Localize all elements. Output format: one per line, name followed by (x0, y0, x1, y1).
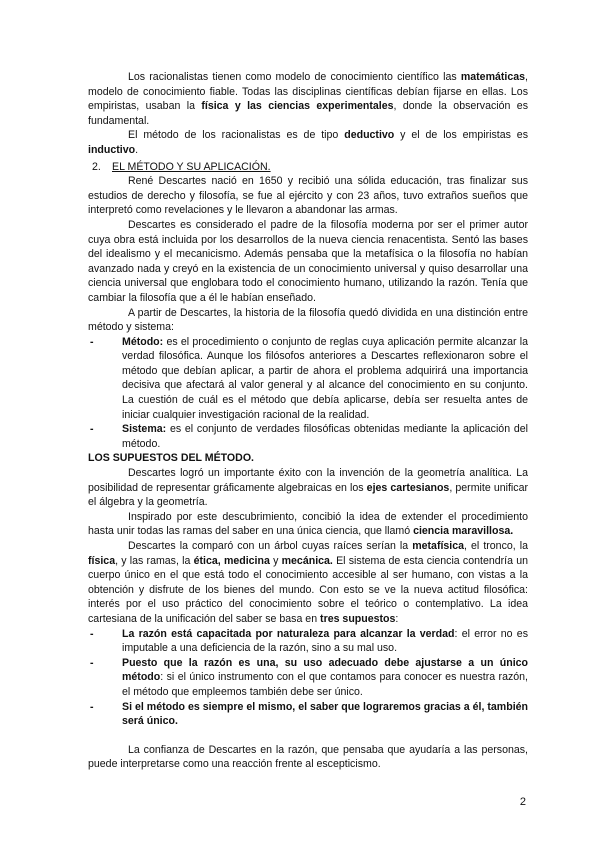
list-supuestos (88, 627, 528, 729)
section-heading-2 (88, 160, 528, 175)
list-item-sistema: - Sistema: es el conjunto de verdades filosóficas obtenidas mediante la aplicación del método. (90, 423, 528, 450)
term-ejes-cartesianos: ejes cartesianos (366, 481, 450, 494)
spacer (88, 729, 528, 743)
section-title-supuestos: LOS SUPUESTOS DEL MÉTODO. (88, 452, 254, 465)
heading-number: 2. (92, 160, 101, 173)
term-matematicas: matemáticas (460, 71, 526, 83)
dash-bullet: - (90, 700, 94, 713)
paragraph-metodo-sistema: A partir de Descartes, la historia de la filosofía quedó dividida en una distinción entre método y sistema: (88, 306, 528, 334)
paragraph-arbol: Descartes la comparó con un árbol cuyas raíces serían la metafísica, el tronco, la física, y las ramas, la ética, medicina y mecánica. El sistema de esta ciencia contendría un cuerpo único en el que está todo el conocimiento accesible al ser humano, con vistas a la obtención y disfrute de los bienes del mundo. Con esto se ve la nueva actitud filosófica: interés por el uso práctico del conocimiento sobre el teórico o contemplativo. La idea cartesiana de la unificación del saber se basa en tres supuestos: (88, 540, 528, 625)
term-ciencia-maravillosa: ciencia maravillosa. (413, 525, 514, 538)
paragraph-metodo-tipos: El método de los racionalistas es de tipo deductivo y el de los empiristas es inductivo. (88, 129, 528, 156)
dash-bullet: - (90, 656, 94, 669)
paragraph-escepticismo: La confianza de Descartes en la razón, que pensaba que ayudaría a las personas, puede interpretarse como una reacción frente al escepticismo. (88, 743, 528, 771)
list-metodo-sistema (88, 335, 528, 452)
term-deductivo: deductivo (344, 129, 395, 142)
paragraph-racionalistas: Los racionalistas tienen como modelo de conocimiento científico las matemáticas, modelo de conocimiento fiable. Todas las disciplinas científicas debían fijarse en ellas. Los empiristas, usaban la física y las ciencias experimentales, donde la observación es fundamental. (88, 71, 528, 127)
document-page (88, 70, 528, 772)
term-fisica-ciencias: física y las ciencias experimentales (201, 100, 394, 113)
page-number: 2 (519, 796, 526, 808)
paragraph-biografia: René Descartes nació en 1650 y recibió una sólida educación, tras finalizar sus estudios de derecho y filosofía, se fue al ejército y con 23 años, tuvo extraños sueños que interpretó como revelaciones y le llevaron a abandonar las armas. (88, 175, 528, 217)
list-item-supuesto-2: - Puesto que la razón es una, su uso adecuado debe ajustarse a un único método: si el único instrumento con el que contamos para conocer es nuestra razón, el método que empleemos también debe ser único. (90, 656, 528, 698)
term-inductivo: inductivo (88, 143, 136, 156)
list-item-supuesto-3: - Si el método es siempre el mismo, el saber que lograremos gracias a él, también será único. (90, 700, 528, 728)
dash-bullet: - (90, 627, 94, 640)
paragraph-geometria: Descartes logró un importante éxito con la invención de la geometría analítica. La posibilidad de representar gráficamente algebraicas en los ejes cartesianos, permite unificar el álgebra y la geometría. (88, 467, 528, 509)
paragraph-ciencia-maravillosa: Inspirado por este descubrimiento, concibió la idea de extender el procedimiento hasta unir todas las ramas del saber en una única ciencia, que llamó ciencia maravillosa. (88, 510, 528, 538)
dash-bullet: - (90, 335, 94, 348)
paragraph-padre-filosofia: Descartes es considerado el padre de la filosofía moderna por ser el primer autor cuya obra está incluida por los desarrollos de la nueva ciencia renacentista. Sentó las bases del idealismo y el mecanicismo. Además pensaba que la metafísica o la filosofía no habían avanzado nada y creyó en la existencia de un conocimiento universal y quiso desarrollar una ciencia universal que englobara todo el conocimiento humano, utilizando la razón. Tenía que cambiar la filosofía que a él le habían enseñado. (88, 218, 528, 304)
dash-bullet: - (90, 423, 94, 436)
list-item-supuesto-1: - La razón está capacitada por naturaleza para alcanzar la verdad: el error no es imputable a una deficiencia de la razón, sino a su mal uso. (90, 627, 529, 655)
heading-text: EL MÉTODO Y SU APLICACIÓN. (112, 160, 271, 173)
list-item-metodo: - Método: es el procedimiento o conjunto de reglas cuya aplicación permite alcanzar la verdad filosófica. Aunque los filósofos anteriores a Descartes reflexionaron sobre el método que debían aplicar, a partir de ahora el problema adquirirá una importancia decisiva que afectará al valor general y al alcance del conocimiento en su conjunto. La cuestión de cuál es el método que debía aplicarse, debía ser resuelta antes de iniciar cualquier investigación racional de la realidad. (90, 335, 528, 421)
